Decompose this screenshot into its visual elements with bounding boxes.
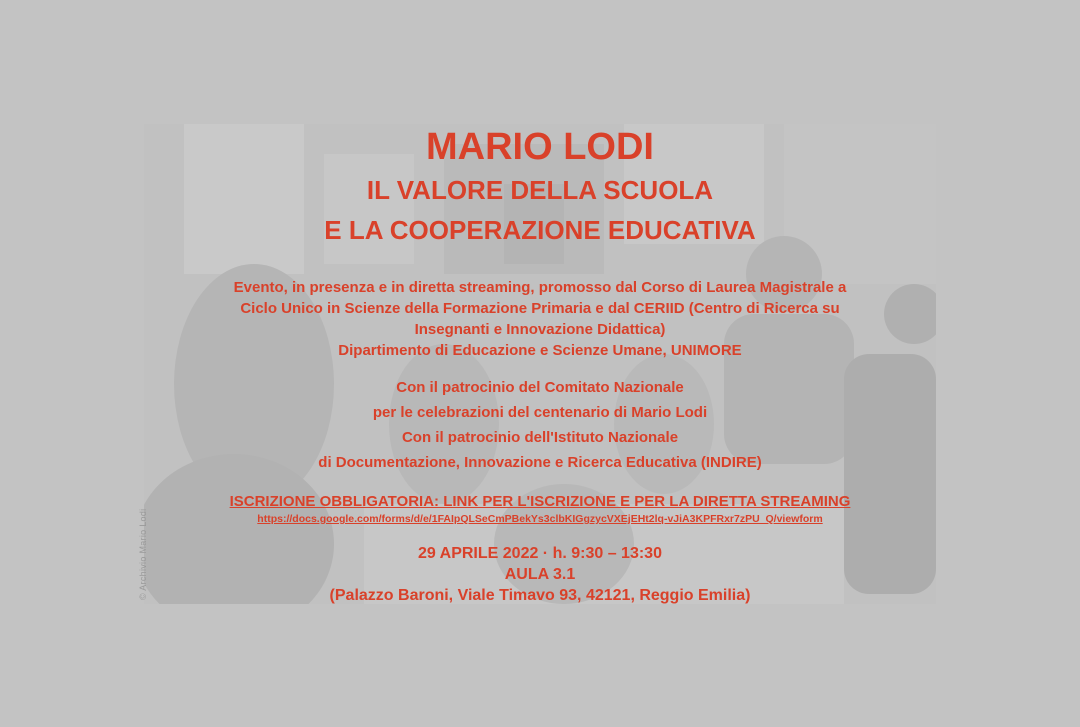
event-room: AULA 3.1 [504,566,576,583]
description-line: Evento, in presenza e in diretta streaming, promosso dal Corso di Laurea Magistrale a [233,279,847,296]
event-subtitle-line2: E LA COOPERAZIONE EDUCATIVA [324,215,756,245]
event-title: MARIO LODI [426,126,654,168]
registration-link[interactable]: ISCRIZIONE OBBLIGATORIA: LINK PER L'ISCRIZIONE E PER LA DIRETTA STREAMING [229,493,851,510]
patronage-line: Con il patrocinio dell'Istituto Nazionale [401,429,679,446]
description-line: Ciclo Unico in Scienze della Formazione Primaria e dal CERIID (Centro di Ricerca su [240,300,840,317]
event-address: (Palazzo Baroni, Viale Timavo 93, 42121, Reggio Emilia) [329,587,751,604]
event-subtitle-line1: IL VALORE DELLA SCUOLA [366,175,714,205]
description-line: Insegnanti e Innovazione Didattica) [414,321,666,338]
description-line: Dipartimento di Educazione e Scienze Umane, UNIMORE [338,342,742,359]
patronage-line: Con il patrocinio del Comitato Nazionale [396,379,684,396]
patronage-line: di Documentazione, Innovazione e Ricerca Educativa (INDIRE) [318,454,762,471]
event-date: 29 APRILE 2022 · h. 9:30 – 13:30 [418,545,662,562]
registration-url-link[interactable]: https://docs.google.com/forms/d/e/1FAIpQLSeCmPBekYs3clbKIGgzycVXEjEHt2lq-vJiA3KPFRxr7zPU_Q/viewform [257,513,823,525]
patronage-line: per le celebrazioni del centenario di Mario Lodi [372,404,708,421]
photo-credit: © Archivio Mario Lodi [138,508,148,600]
